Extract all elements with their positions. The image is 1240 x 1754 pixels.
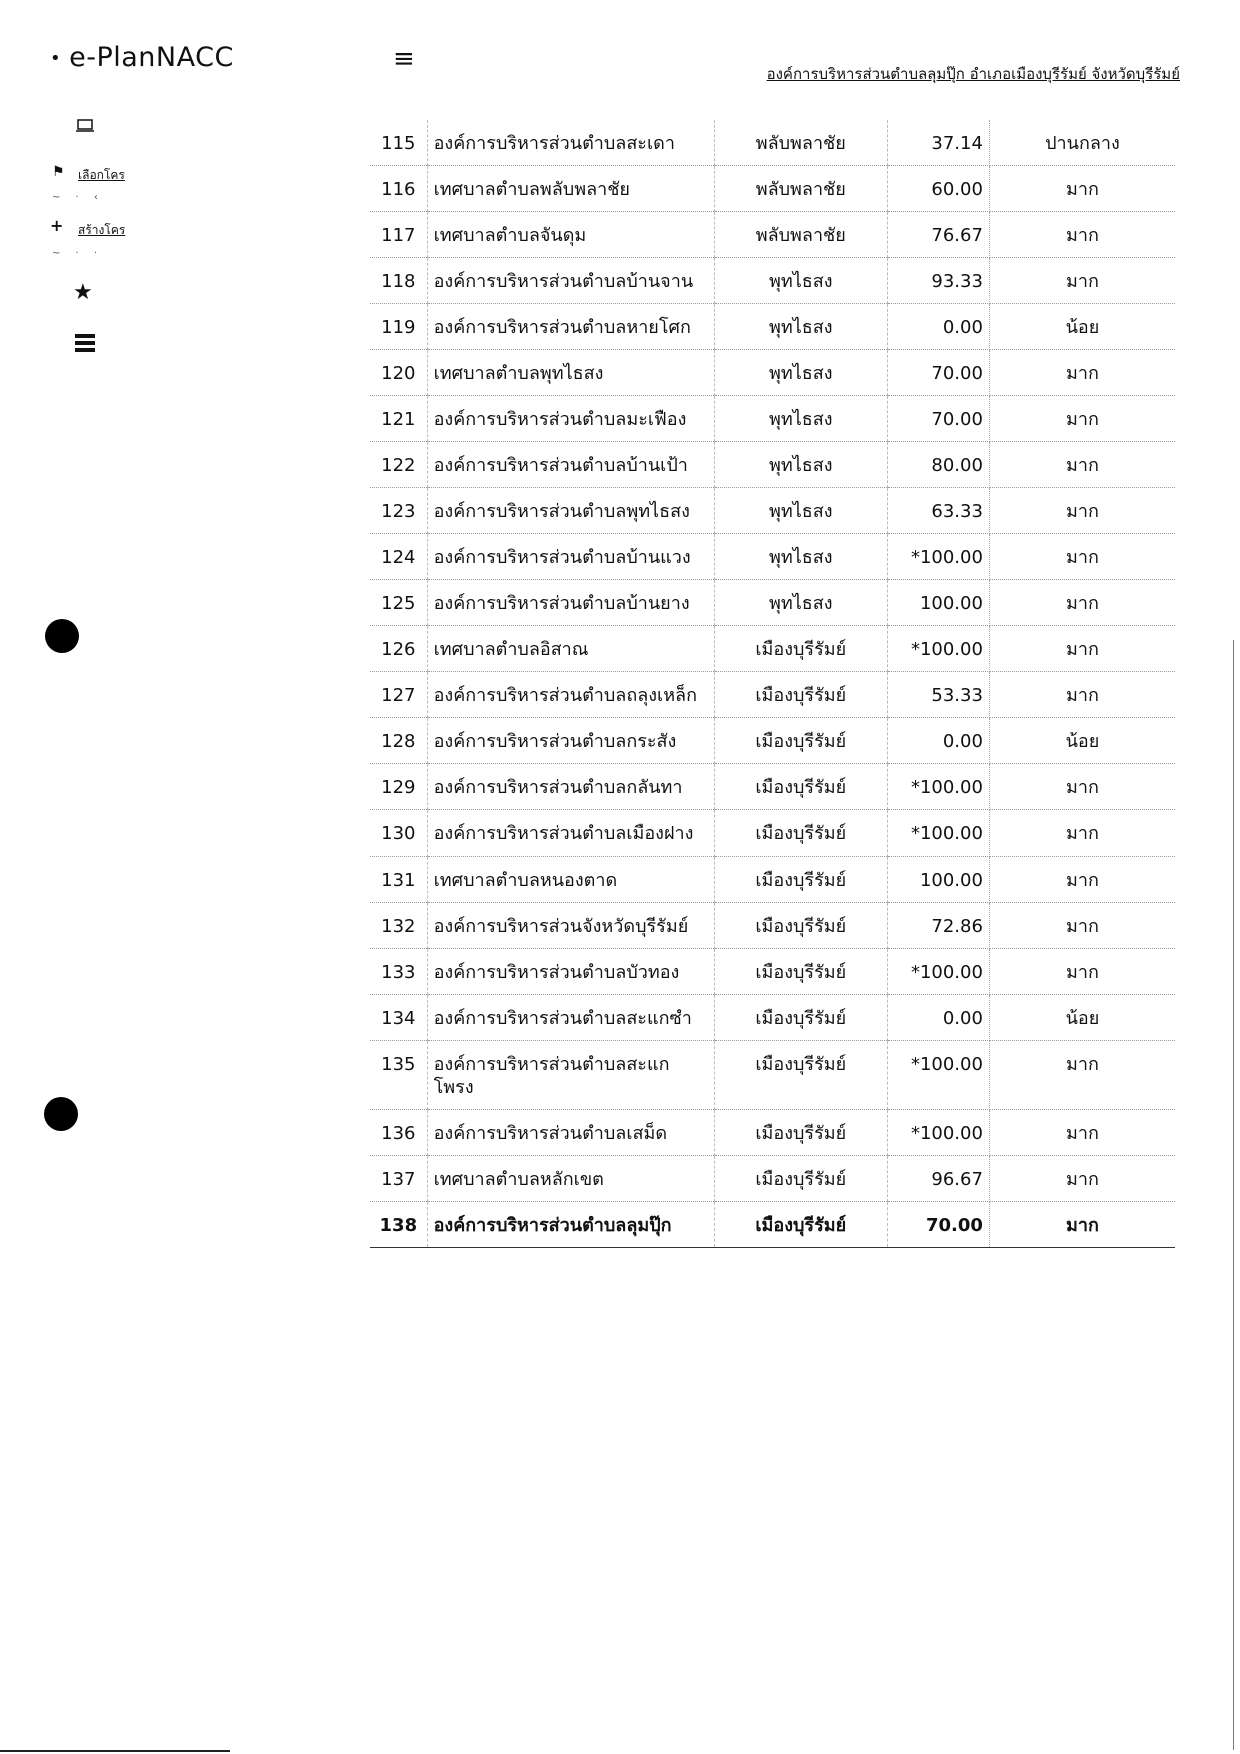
row-number-cell: 119 (370, 304, 427, 350)
district-cell: เมืองบุรีรัมย์ (714, 672, 887, 718)
score-cell: 53.33 (887, 672, 989, 718)
score-cell: 80.00 (887, 442, 989, 488)
level-cell: ปานกลาง (989, 120, 1175, 166)
table-row (370, 856, 1175, 902)
score-cell: 93.33 (887, 258, 989, 304)
district-cell: พุทไธสง (714, 534, 887, 580)
organization-name-cell: เทศบาลตำบลอิสาณ (427, 626, 714, 672)
level-cell: มาก (989, 488, 1175, 534)
organization-name-cell: องค์การบริหารส่วนจังหวัดบุรีรัมย์ (427, 902, 714, 948)
score-cell: 0.00 (887, 718, 989, 764)
row-number-cell: 120 (370, 350, 427, 396)
table-row (370, 948, 1175, 994)
level-cell: มาก (989, 396, 1175, 442)
district-cell: เมืองบุรีรัมย์ (714, 718, 887, 764)
level-cell: มาก (989, 856, 1175, 902)
district-cell: พุทไธสง (714, 396, 887, 442)
row-number-cell: 122 (370, 442, 427, 488)
score-cell: 0.00 (887, 994, 989, 1040)
table-row (370, 672, 1175, 718)
organization-name-cell: เทศบาลตำบลจันดุม (427, 212, 714, 258)
row-number-cell: 132 (370, 902, 427, 948)
level-cell: น้อย (989, 304, 1175, 350)
plus-icon: + (50, 216, 64, 235)
organization-link[interactable]: องค์การบริหารส่วนตำบลลุมปุ๊ก อำเภอเมืองบุรีรัมย์ จังหวัดบุรีรัมย์ (766, 65, 1180, 83)
organization-name-cell: องค์การบริหารส่วนตำบลสะแกโพรง (427, 1040, 714, 1109)
row-number-cell: 129 (370, 764, 427, 810)
table-row (370, 442, 1175, 488)
table-row (370, 718, 1175, 764)
organization-name-cell: องค์การบริหารส่วนตำบลบัวทอง (427, 948, 714, 994)
level-cell: มาก (989, 810, 1175, 856)
level-cell: มาก (989, 1201, 1175, 1247)
level-cell: มาก (989, 258, 1175, 304)
page-bottom-line (0, 1750, 230, 1752)
district-cell: เมืองบุรีรัมย์ (714, 948, 887, 994)
district-cell: พลับพลาชัย (714, 166, 887, 212)
organization-name-cell: องค์การบริหารส่วนตำบลถลุงเหล็ก (427, 672, 714, 718)
district-cell: เมืองบุรีรัมย์ (714, 1040, 887, 1109)
district-cell: เมืองบุรีรัมย์ (714, 764, 887, 810)
organization-name-cell: องค์การบริหารส่วนตำบลกระสัง (427, 718, 714, 764)
row-number-cell: 127 (370, 672, 427, 718)
level-cell: มาก (989, 948, 1175, 994)
laptop-icon[interactable] (75, 118, 95, 139)
table-row (370, 1040, 1175, 1109)
district-cell: พุทไธสง (714, 258, 887, 304)
score-cell: *100.00 (887, 626, 989, 672)
district-cell: พุทไธสง (714, 580, 887, 626)
row-number-cell: 124 (370, 534, 427, 580)
organization-name-cell: องค์การบริหารส่วนตำบลเมืองฝาง (427, 810, 714, 856)
organization-name-cell: องค์การบริหารส่วนตำบลบ้านเป้า (427, 442, 714, 488)
district-cell: พุทไธสง (714, 304, 887, 350)
level-cell: มาก (989, 1155, 1175, 1201)
page-edge-line (1233, 640, 1234, 1750)
district-cell: เมืองบุรีรัมย์ (714, 810, 887, 856)
organization-name-cell: องค์การบริหารส่วนตำบลหายโศก (427, 304, 714, 350)
district-cell: เมืองบุรีรัมย์ (714, 994, 887, 1040)
table-row (370, 488, 1175, 534)
level-cell: มาก (989, 1109, 1175, 1155)
flag-icon: ⚑ (52, 164, 65, 180)
brand-name: e-PlanNACC (69, 42, 234, 73)
create-project-link[interactable]: สร้างโคร (78, 223, 126, 237)
row-number-cell: 118 (370, 258, 427, 304)
score-cell: 70.00 (887, 396, 989, 442)
district-cell: เมืองบุรีรัมย์ (714, 1109, 887, 1155)
organization-name-cell: เทศบาลตำบลพลับพลาชัย (427, 166, 714, 212)
table-row (370, 626, 1175, 672)
score-cell: 63.33 (887, 488, 989, 534)
row-number-cell: 135 (370, 1040, 427, 1109)
district-cell: เมืองบุรีรัมย์ (714, 1201, 887, 1247)
level-cell: มาก (989, 534, 1175, 580)
score-cell: *100.00 (887, 1040, 989, 1109)
district-cell: พุทไธสง (714, 350, 887, 396)
table-row (370, 810, 1175, 856)
organization-name-cell: เทศบาลตำบลหนองตาด (427, 856, 714, 902)
organization-name-cell: องค์การบริหารส่วนตำบลมะเฟือง (427, 396, 714, 442)
results-table (370, 120, 1175, 1248)
score-cell: 60.00 (887, 166, 989, 212)
score-cell: 70.00 (887, 1201, 989, 1247)
district-cell: พลับพลาชัย (714, 120, 887, 166)
district-cell: เมืองบุรีรัมย์ (714, 626, 887, 672)
score-cell: *100.00 (887, 948, 989, 994)
table-row (370, 212, 1175, 258)
score-cell: 0.00 (887, 304, 989, 350)
sidebar-divider-2: ~ · · (52, 248, 104, 259)
row-number-cell: 133 (370, 948, 427, 994)
score-cell: 72.86 (887, 902, 989, 948)
score-cell: *100.00 (887, 810, 989, 856)
row-number-cell: 123 (370, 488, 427, 534)
level-cell: มาก (989, 764, 1175, 810)
row-number-cell: 117 (370, 212, 427, 258)
organization-name-cell: องค์การบริหารส่วนตำบลพุทไธสง (427, 488, 714, 534)
level-cell: มาก (989, 672, 1175, 718)
table-row (370, 166, 1175, 212)
organization-name-cell: องค์การบริหารส่วนตำบลสะเดา (427, 120, 714, 166)
organization-name-cell: เทศบาลตำบลหลักเขต (427, 1155, 714, 1201)
table-row (370, 764, 1175, 810)
organization-name-cell: องค์การบริหารส่วนตำบลลุมปุ๊ก (427, 1201, 714, 1247)
sidebar-divider: ~ · ‹ (52, 192, 104, 203)
score-cell: *100.00 (887, 534, 989, 580)
district-cell: พุทไธสง (714, 488, 887, 534)
organization-name-cell: องค์การบริหารส่วนตำบลบ้านยาง (427, 580, 714, 626)
district-cell: พุทไธสง (714, 442, 887, 488)
table-row (370, 396, 1175, 442)
row-number-cell: 131 (370, 856, 427, 902)
score-cell: 76.67 (887, 212, 989, 258)
row-number-cell: 126 (370, 626, 427, 672)
level-cell: มาก (989, 350, 1175, 396)
district-cell: พลับพลาชัย (714, 212, 887, 258)
level-cell: น้อย (989, 718, 1175, 764)
level-cell: มาก (989, 166, 1175, 212)
row-number-cell: 137 (370, 1155, 427, 1201)
row-number-cell: 130 (370, 810, 427, 856)
table-row (370, 994, 1175, 1040)
organization-name-cell: องค์การบริหารส่วนตำบลเสม็ด (427, 1109, 714, 1155)
row-number-cell: 128 (370, 718, 427, 764)
score-cell: *100.00 (887, 764, 989, 810)
table-row (370, 304, 1175, 350)
organization-name-cell: องค์การบริหารส่วนตำบลกลันทา (427, 764, 714, 810)
score-cell: 100.00 (887, 856, 989, 902)
table-row (370, 258, 1175, 304)
table-row (370, 120, 1175, 166)
logo-dot-icon: • (50, 48, 62, 69)
table-row (370, 580, 1175, 626)
table-row (370, 534, 1175, 580)
score-cell: 37.14 (887, 120, 989, 166)
row-number-cell: 115 (370, 120, 427, 166)
score-cell: 96.67 (887, 1155, 989, 1201)
hamburger-icon[interactable]: ≡ (393, 44, 415, 74)
select-project-link[interactable]: เลือกโคร (78, 168, 125, 182)
row-number-cell: 125 (370, 580, 427, 626)
level-cell: มาก (989, 580, 1175, 626)
score-cell: 70.00 (887, 350, 989, 396)
district-cell: เมืองบุรีรัมย์ (714, 1155, 887, 1201)
level-cell: มาก (989, 626, 1175, 672)
table-row (370, 1201, 1175, 1247)
table-row (370, 350, 1175, 396)
row-number-cell: 121 (370, 396, 427, 442)
row-number-cell: 138 (370, 1201, 427, 1247)
list-icon[interactable] (75, 333, 95, 358)
level-cell: มาก (989, 212, 1175, 258)
level-cell: น้อย (989, 994, 1175, 1040)
table-row (370, 902, 1175, 948)
punch-hole-icon (44, 1097, 78, 1131)
organization-name-cell: องค์การบริหารส่วนตำบลบ้านจาน (427, 258, 714, 304)
score-cell: 100.00 (887, 580, 989, 626)
district-cell: เมืองบุรีรัมย์ (714, 856, 887, 902)
app-logo[interactable] (50, 42, 234, 73)
organization-name-cell: เทศบาลตำบลพุทไธสง (427, 350, 714, 396)
organization-name-cell: องค์การบริหารส่วนตำบลบ้านแวง (427, 534, 714, 580)
table-row (370, 1109, 1175, 1155)
row-number-cell: 134 (370, 994, 427, 1040)
organization-name-cell: องค์การบริหารส่วนตำบลสะแกซำ (427, 994, 714, 1040)
row-number-cell: 136 (370, 1109, 427, 1155)
level-cell: มาก (989, 902, 1175, 948)
row-number-cell: 116 (370, 166, 427, 212)
level-cell: มาก (989, 1040, 1175, 1109)
district-cell: เมืองบุรีรัมย์ (714, 902, 887, 948)
star-icon[interactable]: ★ (73, 280, 93, 305)
punch-hole-icon (45, 619, 79, 653)
level-cell: มาก (989, 442, 1175, 488)
table-row (370, 1155, 1175, 1201)
score-cell: *100.00 (887, 1109, 989, 1155)
